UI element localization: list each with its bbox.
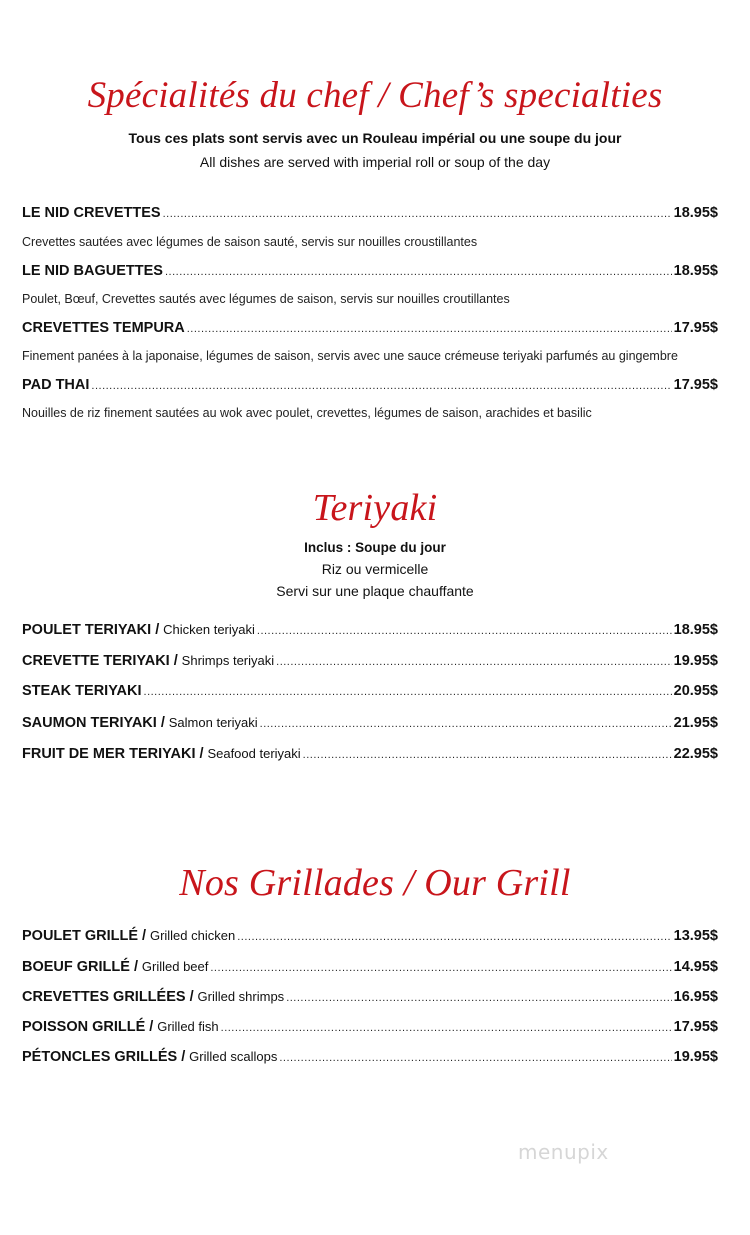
item-name: SAUMON TERIYAKI /: [22, 715, 165, 731]
item-name: CREVETTES GRILLÉES /: [22, 989, 194, 1005]
section-subtitle-fr: Tous ces plats sont servis avec un Rouleau impérial ou une soupe du jour: [128, 130, 622, 146]
item-name: STEAK TERIYAKI: [22, 683, 142, 699]
dot-leader: [260, 718, 672, 730]
dot-leader: [221, 1022, 672, 1034]
dot-leader: [237, 931, 671, 943]
section-title-chef-specialties: Spécialités du chef / Chef’s specialties: [87, 75, 663, 116]
item-price: 17.95$: [673, 320, 718, 336]
dot-leader: [144, 686, 672, 698]
item-name: POULET TERIYAKI /: [22, 622, 160, 638]
menu-item: [22, 988, 718, 1005]
item-name: POULET GRILLÉ /: [22, 928, 147, 944]
item-price: 19.95$: [673, 653, 718, 669]
item-name: BOEUF GRILLÉ /: [22, 959, 138, 975]
item-price: 18.95$: [673, 622, 718, 638]
dot-leader: [286, 992, 671, 1004]
dot-leader: [279, 1052, 671, 1064]
item-description: Crevettes sautées avec légumes de saison sauté, servis sur nouilles croustillantes: [22, 235, 478, 249]
dot-leader: [187, 323, 672, 335]
item-price: 18.95$: [673, 263, 718, 279]
item-price: 21.95$: [673, 715, 718, 731]
menu-item: [22, 745, 718, 762]
menu-item: [22, 263, 718, 279]
item-english-name: Salmon teriyaki: [168, 715, 258, 730]
item-price: 13.95$: [673, 928, 718, 944]
item-description: Nouilles de riz finement sautées au wok avec poulet, crevettes, légumes de saison, arachides et basilic: [22, 406, 592, 420]
item-name: CREVETTE TERIYAKI /: [22, 653, 178, 669]
item-english-name: Chicken teriyaki: [163, 622, 255, 637]
item-name: PAD THAI: [22, 377, 90, 393]
menu-item: [22, 958, 718, 975]
menupix-watermark: menupix: [518, 1140, 609, 1164]
item-english-name: Grilled shrimps: [197, 989, 285, 1004]
menu-item: [22, 205, 718, 221]
menu-item: [22, 320, 718, 336]
item-description: Finement panées à la japonaise, légumes de saison, servis avec une sauce crémeuse teriyaki parfumés au gingembre: [22, 349, 678, 363]
section-title-grill: Nos Grillades / Our Grill: [179, 862, 571, 904]
teriyaki-served-note: Servi sur une plaque chauffante: [276, 583, 474, 599]
menu-item: [22, 1048, 718, 1065]
item-english-name: Grilled scallops: [189, 1049, 278, 1064]
item-name: FRUIT DE MER TERIYAKI /: [22, 746, 204, 762]
menu-item: [22, 683, 718, 699]
item-english-name: Grilled fish: [157, 1019, 219, 1034]
item-english-name: Seafood teriyaki: [207, 746, 301, 761]
item-name: PÉTONCLES GRILLÉS /: [22, 1049, 186, 1065]
section-title-teriyaki: Teriyaki: [312, 487, 438, 529]
item-name: CREVETTES TEMPURA: [22, 320, 185, 336]
menu-item: [22, 621, 718, 638]
dot-leader: [210, 962, 671, 974]
dot-leader: [257, 625, 672, 637]
menu-item: [22, 377, 718, 393]
item-price: 22.95$: [673, 746, 718, 762]
menu-item: [22, 1018, 718, 1035]
dot-leader: [91, 380, 671, 392]
item-name: POISSON GRILLÉ /: [22, 1019, 154, 1035]
item-english-name: Grilled beef: [141, 959, 209, 974]
item-price: 20.95$: [673, 683, 718, 699]
dot-leader: [163, 208, 672, 220]
teriyaki-rice-option: Riz ou vermicelle: [321, 561, 429, 577]
menu-item: [22, 714, 718, 731]
item-description: Poulet, Bœuf, Crevettes sautés avec légumes de saison, servis sur nouilles croutillantes: [22, 292, 510, 306]
item-english-name: Shrimps teriyaki: [181, 653, 275, 668]
dot-leader: [165, 266, 672, 278]
item-price: 18.95$: [673, 205, 718, 221]
item-name: LE NID CREVETTES: [22, 205, 161, 221]
menu-item: [22, 927, 718, 944]
item-price: 17.95$: [673, 1019, 718, 1035]
item-price: 19.95$: [673, 1049, 718, 1065]
dot-leader: [276, 656, 672, 668]
item-price: 17.95$: [673, 377, 718, 393]
dot-leader: [303, 749, 672, 761]
item-price: 14.95$: [673, 959, 718, 975]
item-name: LE NID BAGUETTES: [22, 263, 163, 279]
menu-item: [22, 652, 718, 669]
section-subtitle-en: All dishes are served with imperial roll or soup of the day: [199, 154, 551, 170]
item-price: 16.95$: [673, 989, 718, 1005]
teriyaki-included: Inclus : Soupe du jour: [304, 540, 446, 555]
item-english-name: Grilled chicken: [149, 928, 236, 943]
